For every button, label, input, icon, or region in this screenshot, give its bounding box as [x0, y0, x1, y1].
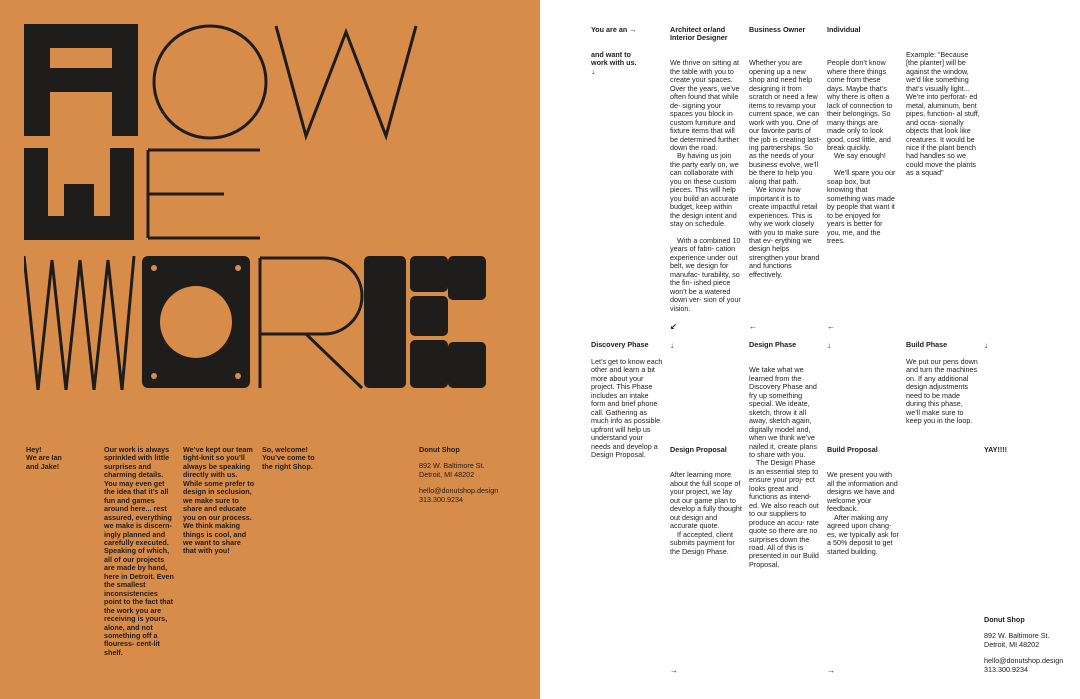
arrow-left-icon: ← — [827, 322, 835, 331]
intro-story-text: Our work is always sprinkled with little surprises and charming details. You may even get the idea that it’s all fun and games around here... rest assured, everything we make is discern- ingly planned and carefully executed. Speaking of which, all of our projects are made by hand, here in Detroit. Even the smallest inconsistencies point to the fact that the work you are receiving is yours, alone, and not something off a flouress- cent-lit shelf. — [104, 445, 174, 657]
design-phase-body: We take what we learned from the Discovery Phase and fry up something special. We ideate, sketch, throw it all away, sketch again, digitally model and, when we think we’ve nailed it, create plans to share with you. The Design Phase is an essential step to ensure your proj- ect looks great and functions as intend- ed. We also reach out to our suppliers to produce an accu- rate quote so there are no surprises down the road. All of this is presented in our Build Proposal. — [749, 365, 819, 569]
address-line-1: 892 W. Baltimore St. — [984, 631, 1050, 641]
audience-individual-title: Individual — [827, 25, 861, 34]
audience-individual-body: People don’t know where there things come from these days. Maybe that’s why there is often a lack of connection to their belongings. So many things are made only to look good, cost little, and break quickly. We say enough! We’ll spare you our soap box, but knowing that something was made by people that want it to be enjoyed for years is better for you, me, and the trees. — [827, 58, 896, 245]
address-line-2: Detroit, MI 48202 — [984, 639, 1040, 649]
design-proposal-title: Design Proposal — [670, 445, 727, 454]
audience-label-top: You are an → — [591, 25, 637, 34]
letter-e — [148, 150, 260, 238]
audience-business-title: Business Owner — [749, 25, 806, 34]
shop-name: Donut Shop — [419, 445, 460, 454]
address-line-2: Detroit, MI 48202 — [419, 469, 475, 479]
address-line-1: 892 W. Baltimore St. — [419, 461, 485, 471]
audience-label-bottom: and want to work with us. — [591, 50, 637, 68]
arrow-down-icon: ↓ — [827, 341, 831, 350]
arrow-down-icon: ↓ — [591, 67, 595, 76]
letter-k — [364, 256, 486, 388]
audience-example-quote: Example: “Because [the planter] will be against the window, we’d like something that’s visually light... We’re into perforat- ed metal, aluminum, bent pipes, function- al stuff, and occa- sionally objects that look like creatures. It would be nice if the plant bench had handles so we could move the plants as a squad” — [906, 50, 980, 178]
letter-r — [260, 258, 362, 388]
email-link[interactable]: hello@donutshop.design — [419, 486, 499, 496]
intro-welcome-text: So, welcome! You’ve come to the right Shop. — [262, 445, 315, 471]
phone-link[interactable]: 313.300.9234 — [419, 494, 463, 504]
audience-business-body: Whether you are opening up a new shop and need help designing it from scratch or need a few items to revamp your current space, we can work with you. One of our favorite parts of the job is creating last- ing partnerships. So as the needs of your business evolve, we’ll be there to help you along that path. We know how important it is to create impactful retail experiences. This is why we work closely with you to make sure that ev- erything we design helps strengthen your brand and functions effectively. — [749, 58, 821, 279]
email-link[interactable]: hello@donutshop.design — [984, 656, 1064, 666]
arrow-right-icon: → — [670, 666, 678, 675]
build-proposal-body: We present you with all the information and designs we have and welcome your feedback. After making any agreed upon chang- es, we typically ask for a 50% deposit to get started building. — [827, 470, 899, 556]
audience-architect-body: We thrive on sitting at the table with you to create your spaces. Over the years, we’ve often found that while de- signing your spaces you block in custom furniture and fixture items that will be determined further down the road. By having us join the party early on, we can collaborate with you on these custom pieces. This will help you build an accurate budget, keep within the design intent and stay on schedule. With a combined 10 years of fabri- cation experience under out belt, we design for manufac- turability, so the fin- ished piece won’t be a watered down ver- sion of your vision. — [670, 58, 741, 313]
shop-name: Donut Shop — [984, 615, 1025, 624]
build-proposal-title: Build Proposal — [827, 445, 878, 454]
intro-team-text: We’ve kept our team tight-knit so you’ll always be speaking directly with us. While some prefer to design in seclusion, we make sure to share and educate you on our process. We think making things is cool, and we want to share that with you! — [183, 445, 255, 556]
arrow-left-icon: ← — [749, 322, 757, 331]
how-we-work-lettering — [24, 24, 486, 390]
arrow-down-icon: ↓ — [984, 341, 988, 350]
contact-block-left — [419, 446, 529, 504]
phone-link[interactable]: 313.300.9234 — [984, 664, 1028, 674]
discovery-phase-title: Discovery Phase — [591, 340, 649, 349]
white-panel — [540, 0, 1080, 699]
design-phase-title: Design Phase — [749, 340, 797, 349]
yay-text: YAY!!!! — [984, 445, 1008, 454]
build-phase-title: Build Phase — [906, 340, 948, 349]
arrow-down-icon: ↓ — [670, 341, 674, 350]
arrow-right-icon: → — [827, 666, 835, 675]
letter-w-top — [276, 26, 416, 136]
letter-o-block — [142, 256, 250, 388]
greeting-text: Hey! We are Ian and Jake! — [26, 445, 62, 471]
letter-w-third — [24, 256, 134, 390]
arrow-right-icon: → — [629, 25, 637, 34]
letter-w-second — [24, 148, 134, 240]
contact-block-right — [984, 616, 1080, 674]
build-phase-body: We put our pens down and turn the machines on. If any additional design adjustments need to be made during this phase, we’ll make sure to keep you in the loop. — [906, 357, 978, 426]
audience-architect-title: Architect or/and Interior Designer — [670, 25, 728, 43]
arrow-down-left-icon: ↙ — [670, 322, 677, 331]
design-proposal-body: After learning more about the full scope of your project, we lay out our game plan to develop a fully thought out design and accurate quote. If accepted, client submits payment for the Design Phase. — [670, 470, 742, 556]
letter-o — [154, 26, 266, 138]
letter-h — [24, 24, 138, 136]
discovery-phase-body: Let’s get to know each other and learn a bit more about your project. This Phase includes an intake form and brief phone call. Gathering as much info as possible upfront will help us understand your needs and develop a Design Proposal. — [591, 357, 663, 459]
